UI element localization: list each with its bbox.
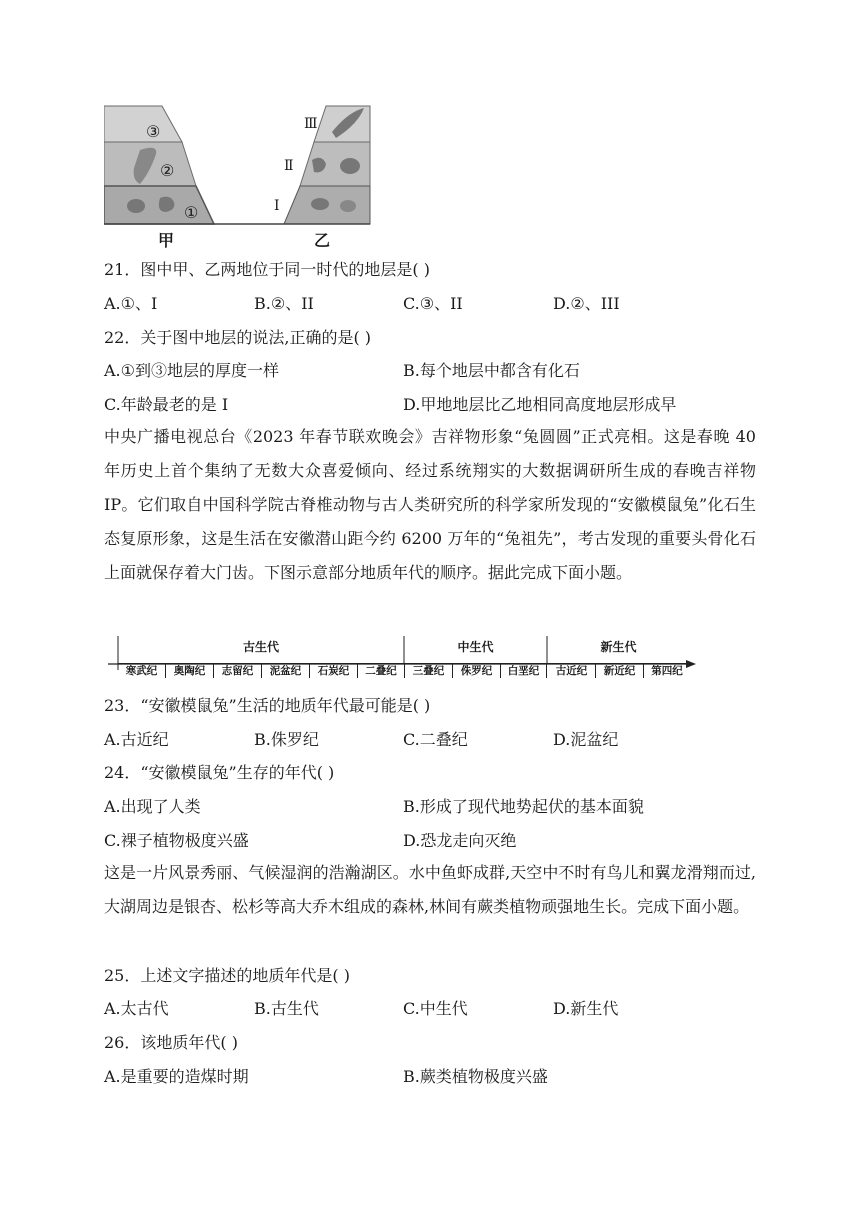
q25-option-c[interactable]: C.中生代 [403,999,468,1018]
stratum-label-I: Ⅰ [274,198,280,214]
q23-option-d[interactable]: D.泥盆纪 [553,730,619,749]
period-permian: 二叠纪 [358,664,405,678]
q21-option-b[interactable]: B.②、II [254,294,314,313]
shell-fossil [340,158,360,174]
era-mesozoic: 中生代 [457,640,494,654]
passage-rabbit: 中央广播电视总台《2023 年春节联欢晚会》吉祥物形象“兔圆圆”正式亮相。这是春晚 40 年历史上首个集纳了无数大众喜爱倾向、经过系统翔实的大数据调研所生成的春晚吉祥物 IP。它们取自中国科学院古脊椎动物与古人类研究所的科学家所发现的“安徽模鼠兔”化石生态复原形象，这是生活在安徽潜山距今约 6200 万年的“兔祖先”，考古发现的重要头骨化石上面就保存着大门齿。下图示意部分地质年代的顺序。据此完成下面小题。 [104,427,756,582]
q22-stem: 22．关于图中地层的说法,正确的是( ) [104,328,372,347]
q21-option-d[interactable]: D.②、III [553,294,620,313]
stratum-label-1: ① [184,203,199,222]
period-silurian: 志留纪 [214,664,262,678]
period-cambrian: 寒武纪 [118,664,166,678]
q25-option-b[interactable]: B.古生代 [254,999,319,1018]
caption-jia: 甲 [158,231,175,250]
era-paleozoic: 古生代 [242,640,279,654]
q22-option-a[interactable]: A.①到③地层的厚度一样 [104,361,279,380]
q21-option-c[interactable]: C.③、II [403,294,463,313]
q24-option-b[interactable]: B.形成了现代地势起伏的基本面貌 [403,797,644,816]
q22-option-c[interactable]: C.年龄最老的是 I [104,395,229,414]
q26-stem: 26．该地质年代( ) [104,1033,238,1052]
q21-option-a[interactable]: A.①、I [104,294,158,313]
strata-diagram [104,102,374,250]
q25-option-a[interactable]: A.太古代 [104,999,169,1018]
q21-stem: 21．图中甲、乙两地位于同一时代的地层是( ) [104,260,430,279]
passage-lake: 这是一片风景秀丽、气候湿润的浩瀚湖区。水中鱼虾成群,天空中不时有鸟儿和翼龙滑翔而过,大湖周边是银杏、松杉等高大乔木组成的森林,林间有蕨类植物顽强地生长。完成下面小题。 [104,863,756,916]
stratum-label-II: Ⅱ [284,158,294,174]
shell-fossil [127,199,145,213]
period-neogene: 新近纪 [596,664,644,678]
period-row [118,663,690,680]
stratum-label-III: Ⅲ [304,116,318,132]
shell-fossil [311,198,329,210]
q25-stem: 25．上述文字描述的地质年代是( ) [104,966,350,985]
shell-fossil [340,200,356,212]
strata-figure [104,102,374,250]
q24-option-d[interactable]: D.恐龙走向灭绝 [403,831,517,850]
period-quaternary: 第四纪 [651,665,683,677]
caption-yi: 乙 [314,231,331,250]
q23-stem: 23．“安徽模鼠兔”生活的地质年代最可能是( ) [104,696,431,715]
era-cenozoic: 新生代 [600,640,637,654]
q25-option-d[interactable]: D.新生代 [553,999,619,1018]
q22-option-d[interactable]: D.甲地地层比乙地相同高度地层形成早 [403,395,677,414]
stratum-label-3: ③ [146,122,161,141]
period-jurassic: 侏罗纪 [453,664,501,678]
stratum-label-2: ② [160,161,175,180]
period-ordovician: 奥陶纪 [166,664,214,678]
q24-option-c[interactable]: C.裸子植物极度兴盛 [104,831,249,850]
q23-option-b[interactable]: B.侏罗纪 [254,730,319,749]
period-cretaceous: 白垩纪 [501,664,547,678]
geologic-timeline [104,634,696,682]
q24-option-a[interactable]: A.出现了人类 [104,797,201,816]
q26-option-b[interactable]: B.蕨类植物极度兴盛 [403,1067,548,1086]
period-paleogene: 古近纪 [548,664,596,678]
q23-option-a[interactable]: A.古近纪 [104,730,169,749]
q23-option-c[interactable]: C.二叠纪 [403,730,468,749]
period-carboniferous: 石炭纪 [310,664,358,678]
q22-option-b[interactable]: B.每个地层中都含有化石 [403,361,580,380]
q24-stem: 24．“安徽模鼠兔”生存的年代( ) [104,763,335,782]
q26-option-a[interactable]: A.是重要的造煤时期 [104,1067,249,1086]
period-triassic: 三叠纪 [405,664,453,678]
period-devonian: 泥盆纪 [262,664,310,678]
